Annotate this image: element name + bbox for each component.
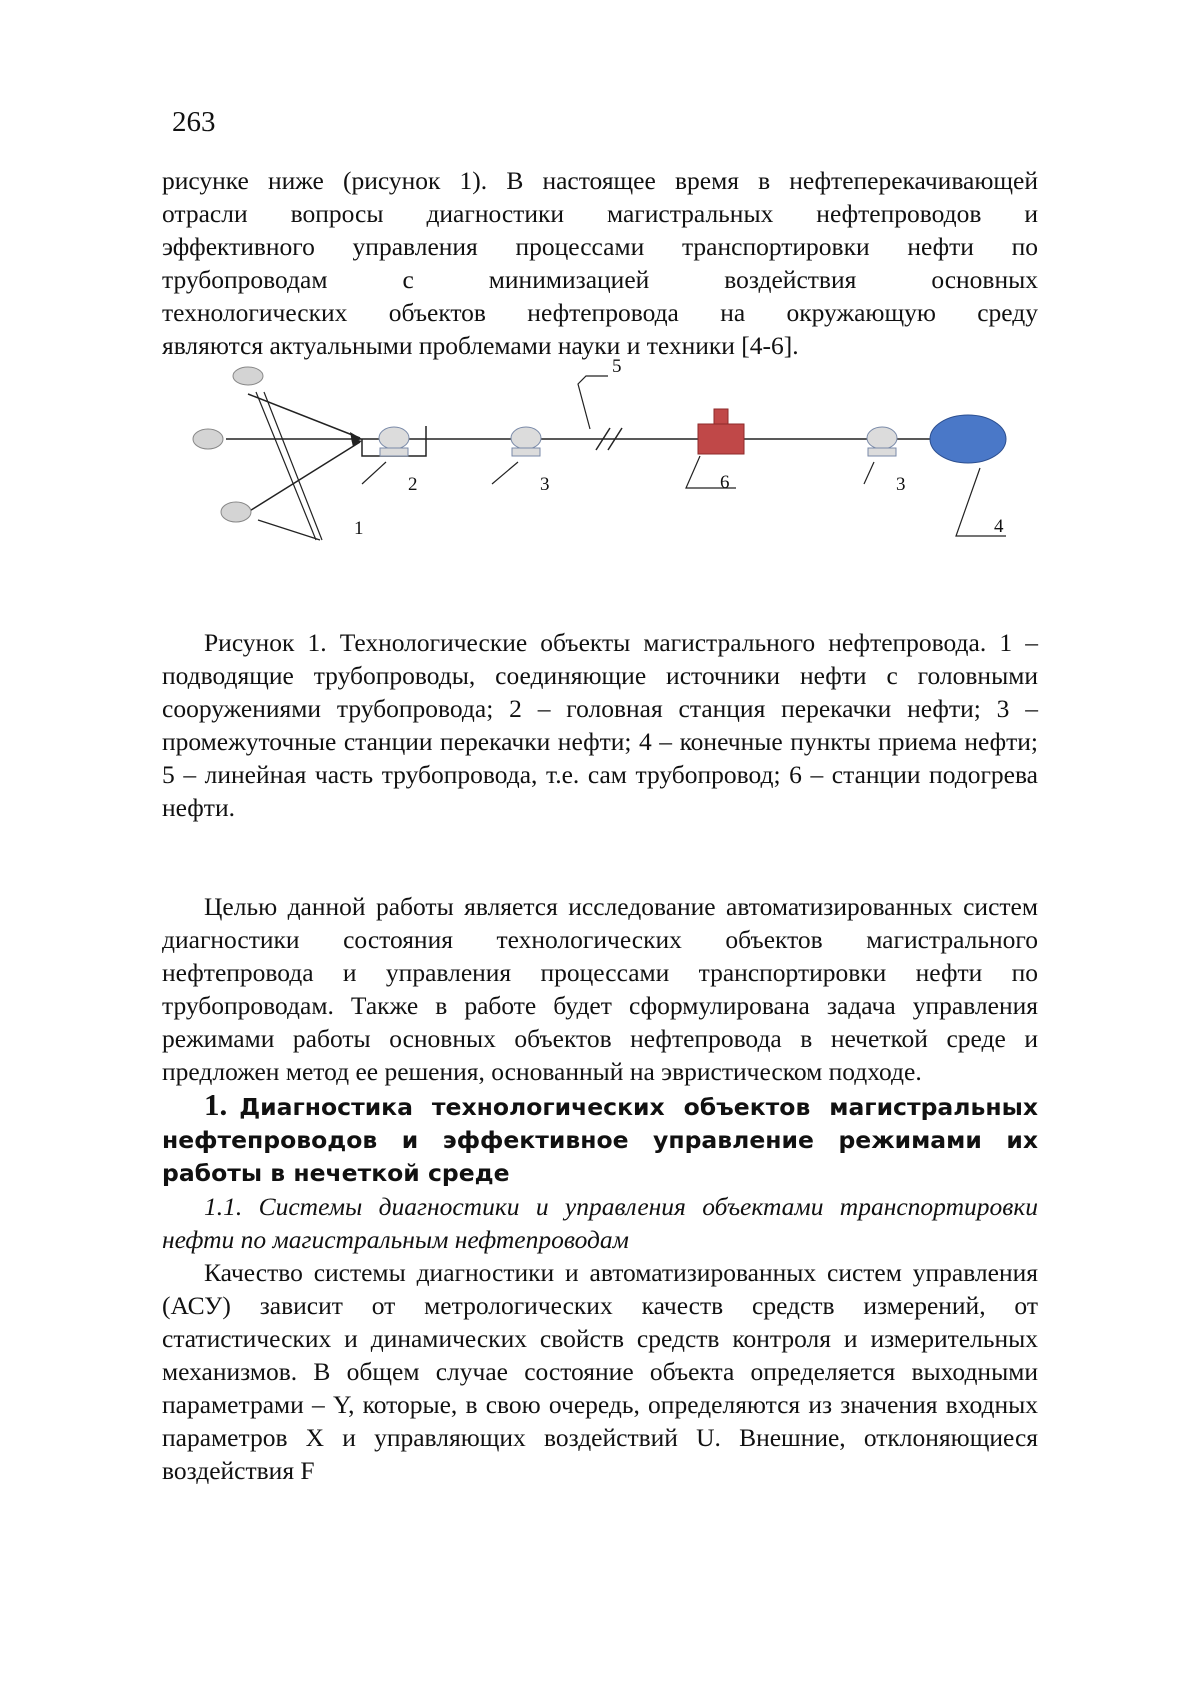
intro-line: отрасли вопросы диагностики магистральных нефтепроводов и [162,197,1038,230]
leader-line-2 [362,462,386,484]
figure-label-4: 4 [994,516,1004,537]
caption-text: Рисунок 1. Технологические объекты магистрального нефтепровода. 1 – подводящие трубопроводы, соединяющие источники нефти с головными сооружениями трубопровода; 2 – головная станция перекачки нефти; 3 – промежуточные станции перекачки нефти; 4 – конечные пункты приема нефти; 5 – линейная часть трубопровода, т.е. сам трубопровод; 6 – станции подогрева нефти. [162,626,1038,824]
oil-source-top [233,367,263,385]
figure-label-6: 6 [720,472,730,493]
section-number: 1. [204,1087,227,1122]
oil-source-middle [193,429,223,449]
terminal-point [930,415,1006,463]
leader-line-3 [864,462,874,484]
figure-label-3: 3 [540,474,550,495]
document-page [0,0,1200,1703]
figure-label-2: 2 [408,474,418,495]
main-content [162,890,1038,1487]
leader-line-3 [492,462,518,484]
head-station-base [380,448,408,456]
goal-paragraph: Целью данной работы является исследование автоматизированных систем диагностики состояния технологических объектов магистрального нефтепровода и управления процессами транспортировки нефти по трубопроводам. Также в работе будет сформулирована задача управления режимами работы основных объектов нефтепровода в нечеткой среде и предложен метод ее решения, основанный на эвристическом подходе. [162,890,1038,1088]
intermediate-station [867,427,897,449]
intro-line: трубопроводам с минимизацией воздействия основных [162,263,1038,296]
leader-line-1 [264,392,322,540]
figure-caption [162,626,1038,824]
section-title: Диагностика технологических объектов магистральных нефтепроводов и эффективное управление режимами их работы в нечеткой среде [162,1093,1038,1187]
feeder-line [248,394,360,438]
intermediate-station [511,427,541,449]
head-station [379,427,409,449]
intro-line: эффективного управления процессами транспортировки нефти по [162,230,1038,263]
intro-line: являются актуальными проблемами науки и техники [4-6]. [162,329,1038,362]
oil-source-bottom [221,502,251,522]
intermediate-station-base [512,448,540,456]
subsection-number: 1.1. [204,1192,242,1221]
leader-line-5 [578,376,608,429]
intermediate-station-base [868,448,896,456]
intro-paragraph [162,164,1038,362]
subsection-heading [162,1190,1038,1256]
figure-label-3: 3 [896,474,906,495]
section-heading [162,1088,1038,1190]
leader-line-1 [256,392,316,540]
pipeline-diagram [200,384,1040,598]
heating-station-body [698,424,744,454]
figure-label-5: 5 [612,356,622,377]
intro-line: рисунке ниже (рисунок 1). В настоящее время в нефтеперекачивающей [162,164,1038,197]
leader-line-1 [258,520,320,540]
intro-line: технологических объектов нефтепровода на окружающую среду [162,296,1038,329]
feeder-line [248,442,360,512]
page-number: 263 [172,104,216,140]
figure-label-1: 1 [354,518,364,539]
body-paragraph: Качество системы диагностики и автоматизированных систем управления (АСУ) зависит от метрологических качеств средств измерений, от статистических и динамических свойств средств контроля и измерительных механизмов. В общем случае состояние объекта определяется выходными параметрами – Y, которые, в свою очередь, определяются из значения входных параметров X и управляющих воздействий U. Внешние, отклоняющиеся воздействия F [162,1256,1038,1487]
subsection-title: Системы диагностики и управления объектами транспортировки нефти по магистральным нефтепроводам [162,1192,1038,1254]
